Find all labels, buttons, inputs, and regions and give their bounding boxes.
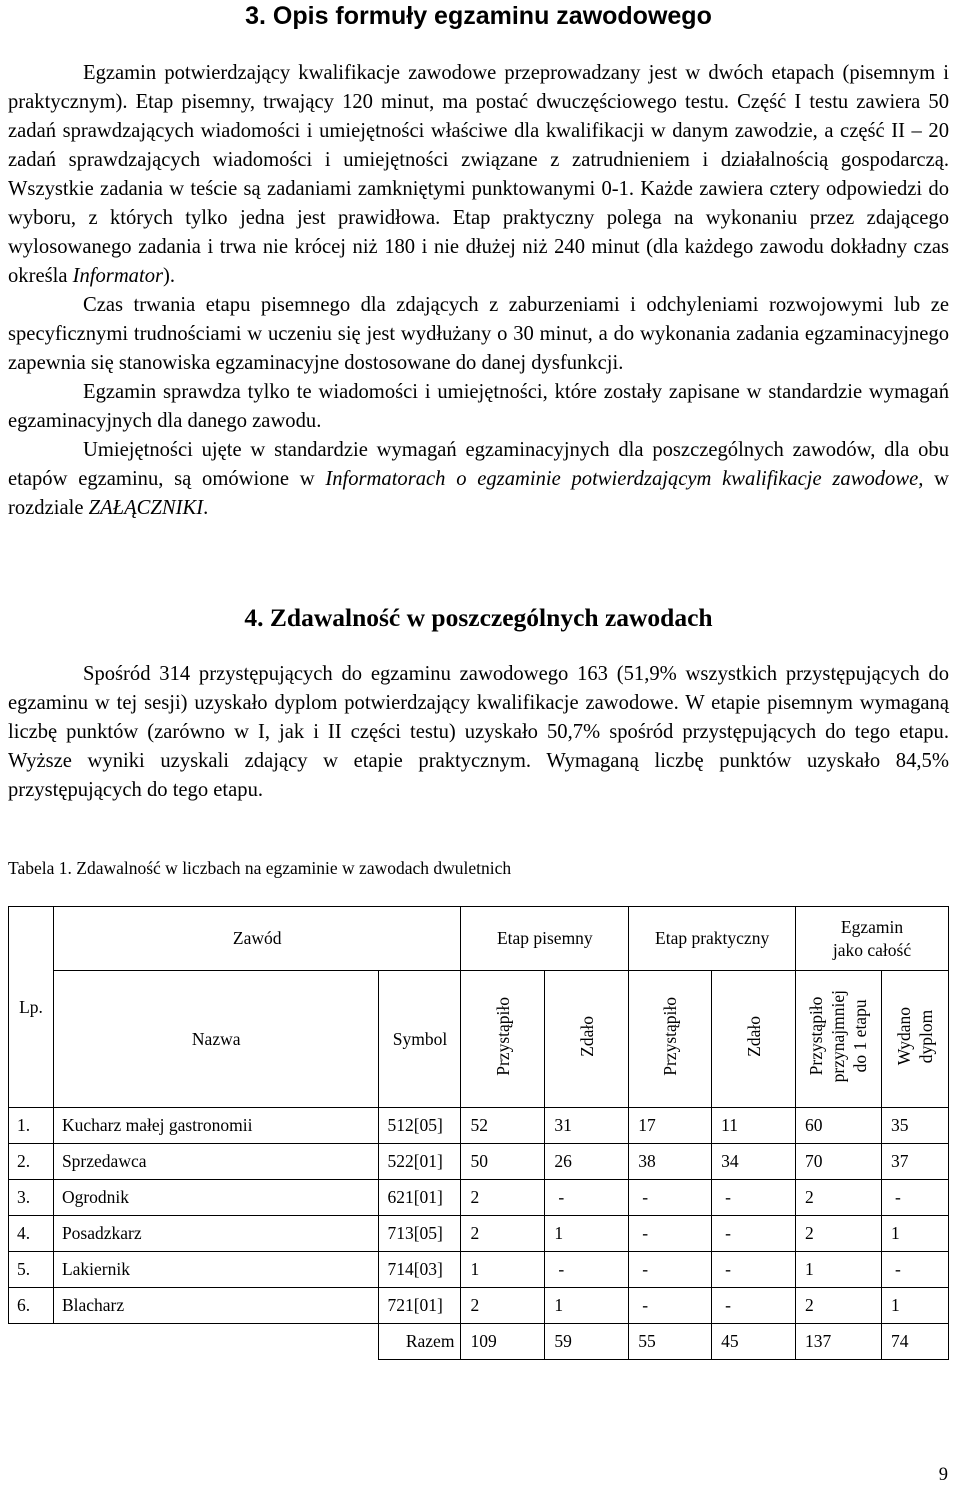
cell-przystapilo-min: 70 (796, 1144, 882, 1180)
paragraph-italic: Informator (72, 265, 164, 287)
cell-pisemny-przystapilo: 2 (461, 1288, 545, 1324)
cell-praktyczny-zdalo: - (712, 1180, 796, 1216)
row-lp: 2. (9, 1144, 54, 1180)
header-praktyczny-zdalo (712, 971, 796, 1108)
paragraph-text: Egzamin potwierdzający kwalifikacje zawodowe przeprowadzany jest w dwóch etapach (pisemnym i praktycznym). Etap pisemny, trwający 120 minut, ma postać dwuczęściowego testu. Część I testu zawiera 50 zadań sprawdzających wiadomości i umiejętności właściwe dla kwalifikacji w danym zawodzie, a część II – 20 zadań sprawdzających wiadomości i umiejętności związane z zatrudnieniem i działalnością gospodarczą. Wszystkie zadania w teście są zadaniami zamkniętymi punktowanymi 0-1. Każde zawiera cztery odpowiedzi do wyboru, z których tylko jedna jest prawidłowa. Etap praktyczny polega na wykonaniu przez zdającego wylosowanego zadania i trwa nie krócej niż 180 i nie dłużej niż 240 minut (dla każdego zawodu dokładny czas określa (8, 62, 949, 287)
cell-pisemny-przystapilo: 2 (461, 1180, 545, 1216)
paragraph-text: ). (163, 265, 176, 287)
cell-wydano-dyplom: 1 (881, 1288, 948, 1324)
table-row (9, 1252, 949, 1288)
section-3-title: 3. Opis formuły egzaminu zawodowego (245, 2, 712, 30)
header-zawod: Zawód (53, 907, 460, 971)
header-egzamin-calosc: Egzamin jako całość (796, 907, 949, 971)
cell-pisemny-zdalo: - (545, 1180, 629, 1216)
cell-pisemny-zdalo: 31 (545, 1108, 629, 1144)
table-row-total (9, 1324, 949, 1360)
cell-praktyczny-zdalo: - (712, 1288, 796, 1324)
table-row (9, 1288, 949, 1324)
header-pisemny-zdalo (545, 971, 629, 1108)
table-row (9, 1144, 949, 1180)
page-number: 9 (938, 1465, 948, 1485)
cell-praktyczny-przystapilo: - (629, 1180, 712, 1216)
row-nazwa: Blacharz (53, 1288, 379, 1324)
cell-pisemny-przystapilo: 52 (461, 1108, 545, 1144)
row-symbol: 621[01] (379, 1180, 461, 1216)
cell-przystapilo-min: 2 (796, 1180, 882, 1216)
results-table (8, 906, 949, 1360)
cell-pisemny-przystapilo: 50 (461, 1144, 545, 1180)
row-lp: 5. (9, 1252, 54, 1288)
header-etap-praktyczny: Etap praktyczny (629, 907, 796, 971)
header-wydano-dyplom (881, 971, 948, 1108)
total-cell: 109 (461, 1324, 545, 1360)
header-symbol: Symbol (379, 971, 461, 1108)
paragraph-text: w rozdziale (8, 468, 949, 519)
paragraph (8, 59, 949, 291)
total-spacer (53, 1324, 379, 1360)
header-text: Wydano dyplom (893, 1007, 936, 1066)
cell-praktyczny-zdalo: - (712, 1216, 796, 1252)
total-cell: 55 (629, 1324, 712, 1360)
total-cell: 59 (545, 1324, 629, 1360)
row-lp: 4. (9, 1216, 54, 1252)
cell-wydano-dyplom: 37 (881, 1144, 948, 1180)
row-symbol: 714[03] (379, 1252, 461, 1288)
cell-przystapilo-min: 2 (796, 1216, 882, 1252)
paragraph (8, 436, 949, 523)
total-spacer (9, 1324, 54, 1360)
table-row (9, 1216, 949, 1252)
table-body (9, 1108, 949, 1360)
row-lp: 3. (9, 1180, 54, 1216)
row-symbol: 721[01] (379, 1288, 461, 1324)
row-symbol: 713[05] (379, 1216, 461, 1252)
cell-praktyczny-przystapilo: 38 (629, 1144, 712, 1180)
cell-pisemny-zdalo: 1 (545, 1288, 629, 1324)
cell-pisemny-zdalo: 1 (545, 1216, 629, 1252)
table-caption: Tabela 1. Zdawalność w liczbach na egzaminie w zawodach dwuletnich (8, 858, 512, 878)
cell-wydano-dyplom: - (881, 1180, 948, 1216)
row-symbol: 522[01] (379, 1144, 461, 1180)
row-symbol: 512[05] (379, 1108, 461, 1144)
table-row (9, 1180, 949, 1216)
row-nazwa: Lakiernik (53, 1252, 379, 1288)
cell-praktyczny-zdalo: 11 (712, 1108, 796, 1144)
header-praktyczny-przystapilo (629, 971, 712, 1108)
header-text: Przystąpiło (660, 997, 681, 1076)
cell-praktyczny-przystapilo: - (629, 1288, 712, 1324)
row-nazwa: Posadzkarz (53, 1216, 379, 1252)
total-cell: 74 (881, 1324, 948, 1360)
table-row (9, 1108, 949, 1144)
cell-pisemny-zdalo: - (545, 1252, 629, 1288)
row-nazwa: Sprzedawca (53, 1144, 379, 1180)
cell-praktyczny-zdalo: - (712, 1252, 796, 1288)
total-cell: 45 (712, 1324, 796, 1360)
header-text: Przystąpiło (492, 997, 513, 1076)
row-lp: 1. (9, 1108, 54, 1144)
paragraph: Czas trwania etapu pisemnego dla zdających z zaburzeniami i odchyleniami rozwojowymi lub ze specyficznymi trudnościami w uczeniu się jest wydłużany o 30 minut, a do wykonania zadania egzaminacyjnego zapewnia się stanowiska egzaminacyjne dostosowane do danej dysfunkcji. (8, 294, 949, 374)
section-4-body (8, 660, 949, 805)
paragraph: Spośród 314 przystępujących do egzaminu zawodowego 163 (51,9% wszystkich przystępujących do egzaminu w tej sesji) uzyskało dyplom potwierdzający kwalifikacje zawodowe. W etapie pisemnym wymaganą liczbę punktów (zarówno w I, jak i II części testu) uzyskało 50,7% spośród przystępujących do tego etapu. Wyższe wyniki uzyskali zdający w etapie praktycznym. Wymaganą liczbę punktów uzyskało 84,5% przystępujących do tego etapu. (8, 663, 949, 801)
section-3-body (8, 59, 949, 523)
cell-przystapilo-min: 60 (796, 1108, 882, 1144)
cell-przystapilo-min: 1 (796, 1252, 882, 1288)
cell-praktyczny-przystapilo: - (629, 1252, 712, 1288)
cell-pisemny-zdalo: 26 (545, 1144, 629, 1180)
section-4-title: 4. Zdawalność w poszczególnych zawodach (244, 603, 713, 632)
paragraph-text: . (203, 497, 209, 519)
cell-przystapilo-min: 2 (796, 1288, 882, 1324)
total-cell: 137 (796, 1324, 882, 1360)
header-lp: Lp. (9, 907, 54, 1108)
row-nazwa: Ogrodnik (53, 1180, 379, 1216)
cell-praktyczny-zdalo: 34 (712, 1144, 796, 1180)
cell-wydano-dyplom: 1 (881, 1216, 948, 1252)
cell-pisemny-przystapilo: 2 (461, 1216, 545, 1252)
header-etap-pisemny: Etap pisemny (461, 907, 629, 971)
paragraph-text: Umiejętności ujęte w standardzie wymagań egzaminacyjnych dla poszczególnych zawodów, dla obu etapów egzaminu, są omówione w (8, 439, 949, 490)
header-text: Zdało (743, 1016, 764, 1057)
cell-praktyczny-przystapilo: 17 (629, 1108, 712, 1144)
header-text: Przystąpiło przynajmniej do 1 etapu (806, 990, 871, 1083)
row-lp: 6. (9, 1288, 54, 1324)
cell-pisemny-przystapilo: 1 (461, 1252, 545, 1288)
paragraph-italic: ZAŁĄCZNIKI (88, 497, 204, 519)
cell-wydano-dyplom: - (881, 1252, 948, 1288)
header-przystapilo-min (796, 971, 882, 1108)
header-text: Zdało (576, 1016, 597, 1057)
paragraph: Egzamin sprawdza tylko te wiadomości i umiejętności, które zostały zapisane w standardzie wymagań egzaminacyjnych dla danego zawodu. (8, 381, 949, 432)
cell-wydano-dyplom: 35 (881, 1108, 948, 1144)
total-label: Razem (379, 1324, 461, 1360)
header-nazwa: Nazwa (53, 971, 379, 1108)
cell-praktyczny-przystapilo: - (629, 1216, 712, 1252)
header-pisemny-przystapilo (461, 971, 545, 1108)
row-nazwa: Kucharz małej gastronomii (53, 1108, 379, 1144)
paragraph-italic: Informatorach o egzaminie potwierdzającym kwalifikacje zawodowe, (325, 468, 924, 490)
